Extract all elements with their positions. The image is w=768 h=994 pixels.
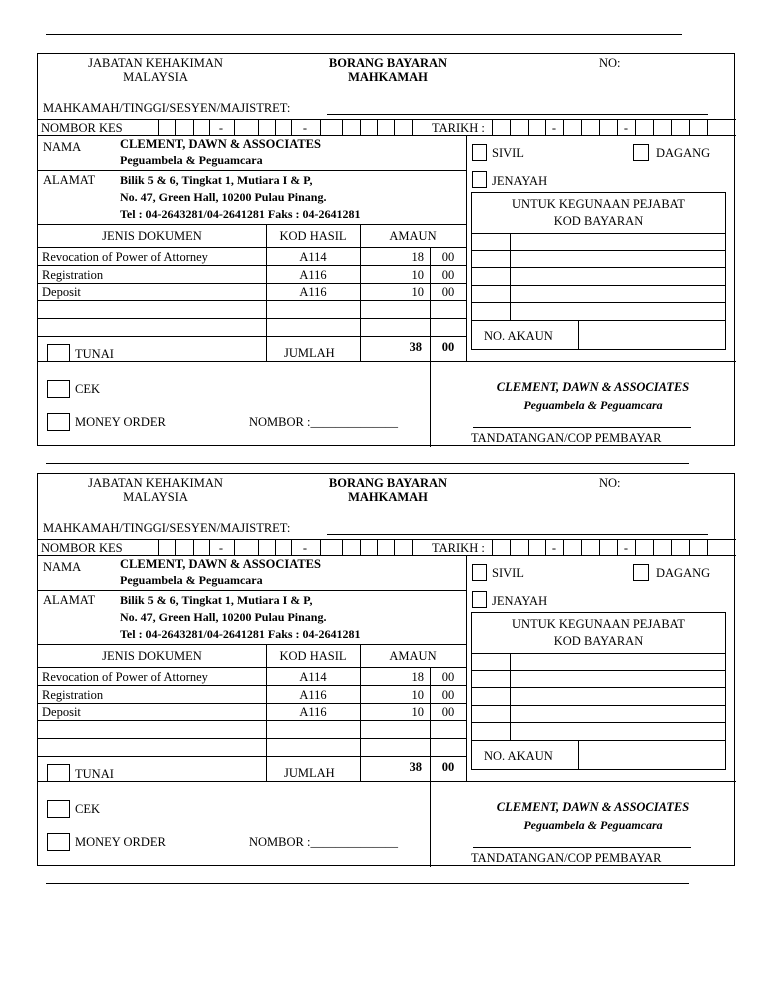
number-field[interactable]: NOMBOR :______________ <box>249 415 398 429</box>
row1-sen: 00 <box>441 250 455 264</box>
row1-ringgit: 18 <box>411 670 424 684</box>
payer-subtitle: Peguambela & Peguamcara <box>120 573 263 587</box>
dept-name-line1: JABATAN KEHAKIMAN <box>88 56 223 70</box>
payment-form-copy-1 <box>37 53 735 446</box>
cheque-label: CEK <box>75 382 100 396</box>
court-field[interactable] <box>327 114 708 115</box>
date-separator-2: - <box>623 121 629 135</box>
date-separator-2: - <box>623 541 629 555</box>
court-field[interactable] <box>327 534 708 535</box>
address-line2: No. 47, Green Hall, 10200 Pulau Pinang. <box>120 610 327 624</box>
signature-label: TANDATANGAN/COP PEMBAYAR <box>471 431 662 445</box>
row1-sen: 00 <box>441 670 455 684</box>
date-field[interactable] <box>490 119 710 135</box>
cut-line-middle <box>46 463 689 464</box>
address-line3: Tel : 04-2643281/04-2641281 Faks : 04-2641281 <box>120 627 361 641</box>
case-number-label: NOMBOR KES <box>41 121 123 135</box>
header-document-type: JENIS DOKUMEN <box>102 649 202 663</box>
cut-line-top <box>46 34 682 35</box>
civil-checkbox[interactable] <box>472 144 487 161</box>
case-number-field[interactable] <box>158 539 413 555</box>
cash-label: TUNAI <box>75 767 114 781</box>
case-separator-1: - <box>218 541 224 555</box>
total-sen: 00 <box>441 760 455 774</box>
civil-checkbox[interactable] <box>472 564 487 581</box>
case-number-field[interactable] <box>158 119 413 135</box>
money-order-checkbox[interactable] <box>47 833 70 851</box>
row3-ringgit: 10 <box>411 705 424 719</box>
row1-code: A114 <box>299 250 327 264</box>
row3-sen: 00 <box>441 705 455 719</box>
cut-line-bottom <box>46 883 689 884</box>
total-label: JUMLAH <box>284 346 335 360</box>
signature-firm-name: CLEMENT, DAWN & ASSOCIATES <box>496 800 690 814</box>
number-field[interactable]: NOMBOR :______________ <box>249 835 398 849</box>
criminal-checkbox[interactable] <box>472 591 487 608</box>
form-number-label: NO: <box>599 476 621 490</box>
date-field[interactable] <box>490 539 710 555</box>
form-title-line2: MAHKAMAH <box>348 70 428 84</box>
address-line2: No. 47, Green Hall, 10200 Pulau Pinang. <box>120 190 327 204</box>
cheque-checkbox[interactable] <box>47 380 70 398</box>
address-line3: Tel : 04-2643281/04-2641281 Faks : 04-2641281 <box>120 207 361 221</box>
header-amount: AMAUN <box>389 649 437 663</box>
court-label: MAHKAMAH/TINGGI/SESYEN/MAJISTRET: <box>43 101 291 115</box>
payment-code-label: KOD BAYARAN <box>553 214 644 228</box>
row3-sen: 00 <box>441 285 455 299</box>
name-label: NAMA <box>43 560 82 574</box>
address-line1: Bilik 5 & 6, Tingkat 1, Mutiara I & P, <box>120 593 313 607</box>
row2-code: A116 <box>299 688 327 702</box>
payment-form-copy-2 <box>37 473 735 866</box>
money-order-label: MONEY ORDER <box>75 415 166 429</box>
row3-document: Deposit <box>42 285 81 299</box>
date-separator-1: - <box>551 121 557 135</box>
commercial-label: DAGANG <box>656 566 711 580</box>
form-title-line1: BORANG BAYARAN <box>328 476 448 490</box>
signature-line[interactable] <box>473 427 691 428</box>
form-title-line1: BORANG BAYARAN <box>328 56 448 70</box>
row2-document: Registration <box>42 268 104 282</box>
row3-code: A116 <box>299 285 327 299</box>
form-title-line2: MAHKAMAH <box>348 490 428 504</box>
row2-sen: 00 <box>441 268 455 282</box>
payer-name: CLEMENT, DAWN & ASSOCIATES <box>120 557 321 571</box>
signature-subtitle: Peguambela & Peguamcara <box>523 818 663 832</box>
signature-subtitle: Peguambela & Peguamcara <box>523 398 663 412</box>
date-label: TARIKH : <box>432 121 485 135</box>
dept-name-line2: MALAYSIA <box>123 70 188 84</box>
row1-ringgit: 18 <box>411 250 424 264</box>
criminal-label: JENAYAH <box>492 594 548 608</box>
civil-label: SIVIL <box>492 566 524 580</box>
header-amount: AMAUN <box>389 229 437 243</box>
cheque-checkbox[interactable] <box>47 800 70 818</box>
case-separator-2: - <box>302 121 308 135</box>
criminal-checkbox[interactable] <box>472 171 487 188</box>
name-label: NAMA <box>43 140 82 154</box>
cheque-label: CEK <box>75 802 100 816</box>
row1-code: A114 <box>299 670 327 684</box>
commercial-label: DAGANG <box>656 146 711 160</box>
total-sen: 00 <box>441 340 455 354</box>
money-order-label: MONEY ORDER <box>75 835 166 849</box>
case-separator-2: - <box>302 541 308 555</box>
payer-name: CLEMENT, DAWN & ASSOCIATES <box>120 137 321 151</box>
civil-label: SIVIL <box>492 146 524 160</box>
signature-label: TANDATANGAN/COP PEMBAYAR <box>471 851 662 865</box>
money-order-checkbox[interactable] <box>47 413 70 431</box>
cash-checkbox[interactable] <box>47 764 70 782</box>
row3-document: Deposit <box>42 705 81 719</box>
header-revenue-code: KOD HASIL <box>279 649 347 663</box>
commercial-checkbox[interactable] <box>633 564 649 581</box>
address-line1: Bilik 5 & 6, Tingkat 1, Mutiara I & P, <box>120 173 313 187</box>
case-separator-1: - <box>218 121 224 135</box>
criminal-label: JENAYAH <box>492 174 548 188</box>
dept-name-line2: MALAYSIA <box>123 490 188 504</box>
total-ringgit: 38 <box>409 760 422 774</box>
cash-checkbox[interactable] <box>47 344 70 362</box>
court-label: MAHKAMAH/TINGGI/SESYEN/MAJISTRET: <box>43 521 291 535</box>
row2-document: Registration <box>42 688 104 702</box>
address-label: ALAMAT <box>43 593 96 607</box>
row1-document: Revocation of Power of Attorney <box>42 670 208 684</box>
header-document-type: JENIS DOKUMEN <box>102 229 202 243</box>
row3-ringgit: 10 <box>411 285 424 299</box>
row2-ringgit: 10 <box>411 268 424 282</box>
payment-code-label: KOD BAYARAN <box>553 634 644 648</box>
case-number-label: NOMBOR KES <box>41 541 123 555</box>
address-label: ALAMAT <box>43 173 96 187</box>
office-use-label: UNTUK KEGUNAAN PEJABAT <box>512 617 685 631</box>
office-use-label: UNTUK KEGUNAAN PEJABAT <box>512 197 685 211</box>
row1-document: Revocation of Power of Attorney <box>42 250 208 264</box>
total-ringgit: 38 <box>409 340 422 354</box>
commercial-checkbox[interactable] <box>633 144 649 161</box>
total-label: JUMLAH <box>284 766 335 780</box>
account-number-label: NO. AKAUN <box>484 749 553 763</box>
payer-subtitle: Peguambela & Peguamcara <box>120 153 263 167</box>
signature-firm-name: CLEMENT, DAWN & ASSOCIATES <box>496 380 690 394</box>
row3-code: A116 <box>299 705 327 719</box>
signature-line[interactable] <box>473 847 691 848</box>
date-separator-1: - <box>551 541 557 555</box>
row2-ringgit: 10 <box>411 688 424 702</box>
header-revenue-code: KOD HASIL <box>279 229 347 243</box>
form-number-label: NO: <box>599 56 621 70</box>
row2-sen: 00 <box>441 688 455 702</box>
account-number-label: NO. AKAUN <box>484 329 553 343</box>
row2-code: A116 <box>299 268 327 282</box>
cash-label: TUNAI <box>75 347 114 361</box>
date-label: TARIKH : <box>432 541 485 555</box>
dept-name-line1: JABATAN KEHAKIMAN <box>88 476 223 490</box>
